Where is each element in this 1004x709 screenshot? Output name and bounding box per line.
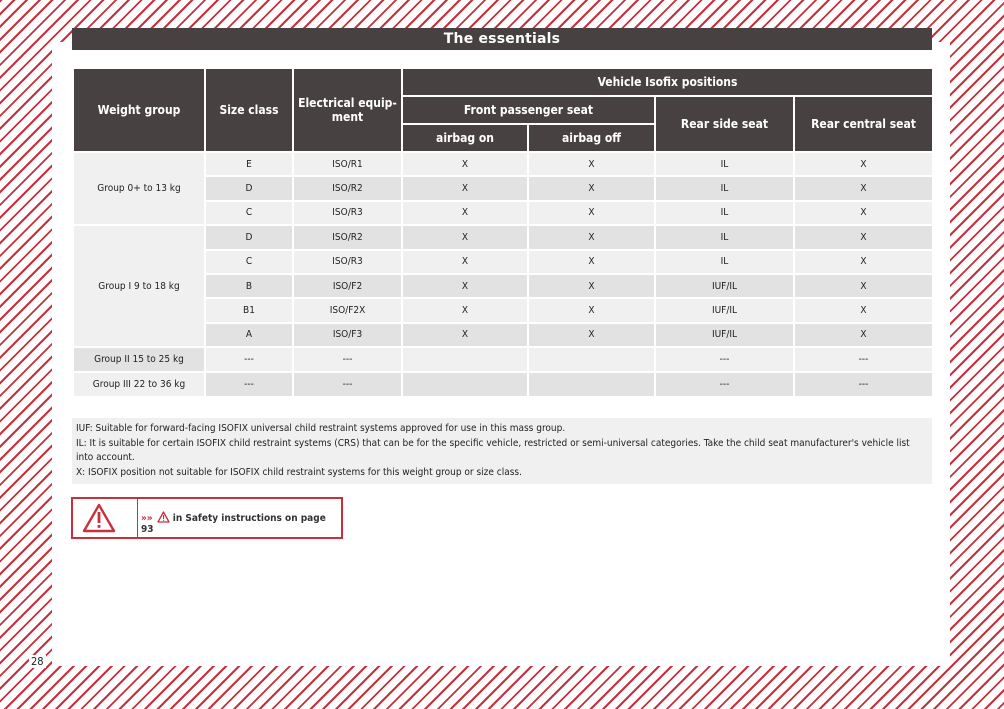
airbag-off-cell: X [528,274,655,298]
rear-central-seat-cell: X [794,225,933,249]
table-row [73,152,933,176]
airbag-on-cell [402,372,528,397]
size-class-cell: D [205,176,293,200]
safety-link-text: in Safety instructions on page 93 [141,513,326,535]
header-rear-central-seat: Rear central seat [794,96,933,152]
airbag-off-cell: X [528,152,655,176]
rear-central-seat-cell: --- [794,347,933,372]
airbag-on-cell [402,347,528,372]
electrical-equipment-cell: ISO/F2X [293,298,402,322]
rear-side-seat-cell: IL [655,225,794,249]
double-arrow-icon: »» [141,513,153,524]
rear-side-seat-cell: IUF/IL [655,323,794,347]
rear-central-seat-cell: X [794,250,933,274]
airbag-on-cell: X [402,201,528,225]
rear-side-seat-cell: IL [655,201,794,225]
size-class-cell: C [205,250,293,274]
header-electrical-equipment: Electrical equip-ment [293,68,402,152]
header-weight-group: Weight group [73,68,205,152]
size-class-cell: --- [205,372,293,397]
electrical-equipment-cell: ISO/R3 [293,250,402,274]
airbag-on-cell: X [402,323,528,347]
airbag-off-cell: X [528,176,655,200]
header-vehicle-isofix-positions: Vehicle Isofix positions [402,68,933,96]
airbag-off-cell: X [528,201,655,225]
size-class-cell: A [205,323,293,347]
rear-side-seat-cell: IL [655,152,794,176]
size-class-cell: E [205,152,293,176]
electrical-equipment-cell: ISO/F2 [293,274,402,298]
note-il: IL: It is suitable for certain ISOFIX child restraint systems (CRS) that can be for the specific vehicle, restricted or semi-universal categories. Take the child seat manufacturer's vehicle list into account. [76,437,910,463]
notes-box [72,418,932,484]
electrical-equipment-cell: ISO/R1 [293,152,402,176]
airbag-on-cell: X [402,152,528,176]
warning-triangle-icon [82,503,116,533]
size-class-cell: D [205,225,293,249]
rear-central-seat-cell: X [794,201,933,225]
airbag-on-cell: X [402,176,528,200]
size-class-cell: B [205,274,293,298]
airbag-off-cell: X [528,323,655,347]
rear-central-seat-cell: X [794,176,933,200]
rear-side-seat-cell: IUF/IL [655,298,794,322]
electrical-equipment-cell: --- [293,347,402,372]
electrical-equipment-cell: ISO/R3 [293,201,402,225]
rear-central-seat-cell: X [794,274,933,298]
size-class-cell: C [205,201,293,225]
electrical-equipment-cell: ISO/R2 [293,176,402,200]
weight-group-cell: Group 0+ to 13 kg [73,152,205,225]
size-class-cell: B1 [205,298,293,322]
rear-side-seat-cell: --- [655,347,794,372]
weight-group-cell: Group I 9 to 18 kg [73,225,205,347]
safety-reference-box [71,497,343,539]
note-iuf: IUF: Suitable for forward-facing ISOFIX universal child restraint systems approved for use in this mass group. [76,423,566,434]
table-row [73,347,933,372]
rear-side-seat-cell: --- [655,372,794,397]
airbag-off-cell [528,347,655,372]
airbag-off-cell: X [528,225,655,249]
electrical-equipment-cell: --- [293,372,402,397]
rear-central-seat-cell: X [794,323,933,347]
airbag-on-cell: X [402,225,528,249]
note-x: X: ISOFIX position not suitable for ISOFIX child restraint systems for this weight group or size class. [76,466,522,478]
isofix-table [72,67,934,398]
airbag-on-cell: X [402,250,528,274]
rear-central-seat-cell: --- [794,372,933,397]
rear-central-seat-cell: X [794,152,933,176]
header-rear-side-seat: Rear side seat [655,96,794,152]
airbag-off-cell: X [528,298,655,322]
safety-link[interactable] [141,511,341,535]
table-body [73,152,933,397]
page-title: The essentials [72,28,932,50]
safety-icon-box [73,499,138,537]
size-class-cell: --- [205,347,293,372]
electrical-equipment-cell: ISO/R2 [293,225,402,249]
table-row [73,225,933,249]
electrical-equipment-cell: ISO/F3 [293,323,402,347]
rear-side-seat-cell: IL [655,250,794,274]
rear-side-seat-cell: IUF/IL [655,274,794,298]
header-airbag-on: airbag on [402,124,528,152]
airbag-off-cell [528,372,655,397]
header-size-class: Size class [205,68,293,152]
table-row [73,372,933,397]
airbag-on-cell: X [402,274,528,298]
weight-group-cell: Group II 15 to 25 kg [73,347,205,372]
header-airbag-off: airbag off [528,124,655,152]
header-front-passenger-seat: Front passenger seat [402,96,655,124]
airbag-on-cell: X [402,298,528,322]
rear-side-seat-cell: IL [655,176,794,200]
small-warning-triangle-icon [157,511,170,523]
weight-group-cell: Group III 22 to 36 kg [73,372,205,397]
page-number: 28 [31,655,44,668]
rear-central-seat-cell: X [794,298,933,322]
airbag-off-cell: X [528,250,655,274]
